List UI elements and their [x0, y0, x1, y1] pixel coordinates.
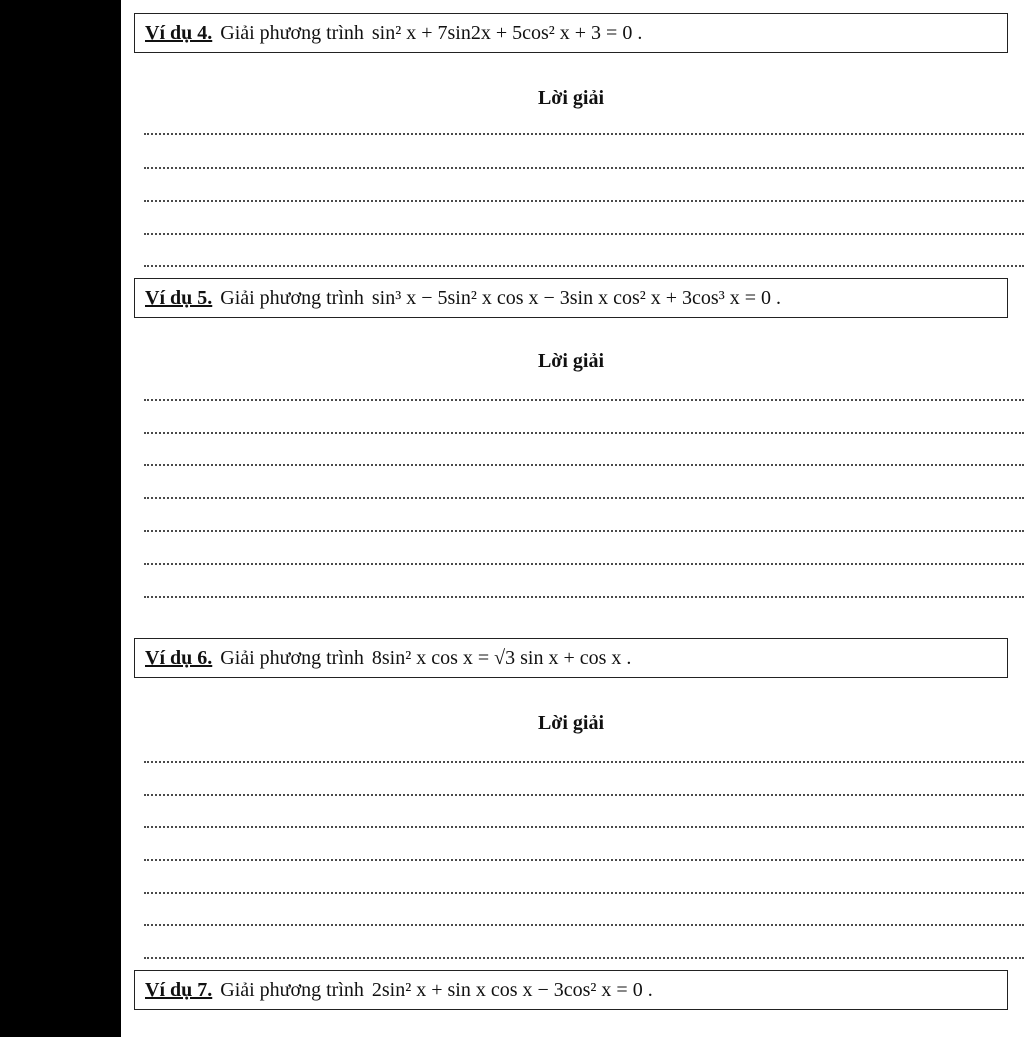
- answer-line[interactable]: [144, 464, 1024, 466]
- example-5-equation: sin³ x − 5sin² x cos x − 3sin x cos² x + 3cos³ x = 0 .: [371, 286, 781, 309]
- answer-line[interactable]: [144, 432, 1024, 434]
- example-4-box: [134, 13, 1008, 53]
- answer-line[interactable]: [144, 497, 1024, 499]
- example-4-solution-heading: Lời giải: [537, 87, 605, 109]
- example-7-label: Ví dụ 7.: [145, 978, 213, 1001]
- example-6-intro: Giải phương trình: [220, 646, 364, 669]
- answer-line[interactable]: [144, 957, 1024, 959]
- answer-line[interactable]: [144, 563, 1024, 565]
- example-6-box: [134, 638, 1008, 678]
- answer-line[interactable]: [144, 167, 1024, 169]
- answer-line[interactable]: [144, 826, 1024, 828]
- example-5-intro: Giải phương trình: [220, 286, 364, 309]
- answer-line[interactable]: [144, 761, 1024, 763]
- answer-line[interactable]: [144, 200, 1024, 202]
- example-7-intro: Giải phương trình: [220, 978, 364, 1001]
- example-4-intro: Giải phương trình: [220, 21, 364, 44]
- answer-line[interactable]: [144, 233, 1024, 235]
- worksheet-page: [121, 0, 1024, 1037]
- answer-line[interactable]: [144, 924, 1024, 926]
- example-5-box: [134, 278, 1008, 318]
- example-4-equation: sin² x + 7sin2x + 5cos² x + 3 = 0 .: [371, 21, 643, 44]
- left-black-margin: [0, 0, 121, 1037]
- answer-line[interactable]: [144, 892, 1024, 894]
- example-5-label: Ví dụ 5.: [145, 286, 213, 309]
- answer-line[interactable]: [144, 265, 1024, 267]
- example-5-solution-heading: Lời giải: [537, 350, 605, 372]
- answer-line[interactable]: [144, 133, 1024, 135]
- example-4-label: Ví dụ 4.: [145, 21, 213, 44]
- answer-line[interactable]: [144, 399, 1024, 401]
- example-7-equation: 2sin² x + sin x cos x − 3cos² x = 0 .: [371, 978, 653, 1001]
- example-6-label: Ví dụ 6.: [145, 646, 213, 669]
- answer-line[interactable]: [144, 596, 1024, 598]
- answer-line[interactable]: [144, 859, 1024, 861]
- example-7-box: [134, 970, 1008, 1010]
- example-6-solution-heading: Lời giải: [537, 712, 605, 734]
- answer-line[interactable]: [144, 794, 1024, 796]
- example-6-equation: 8sin² x cos x = √3 sin x + cos x .: [371, 646, 632, 669]
- answer-line[interactable]: [144, 530, 1024, 532]
